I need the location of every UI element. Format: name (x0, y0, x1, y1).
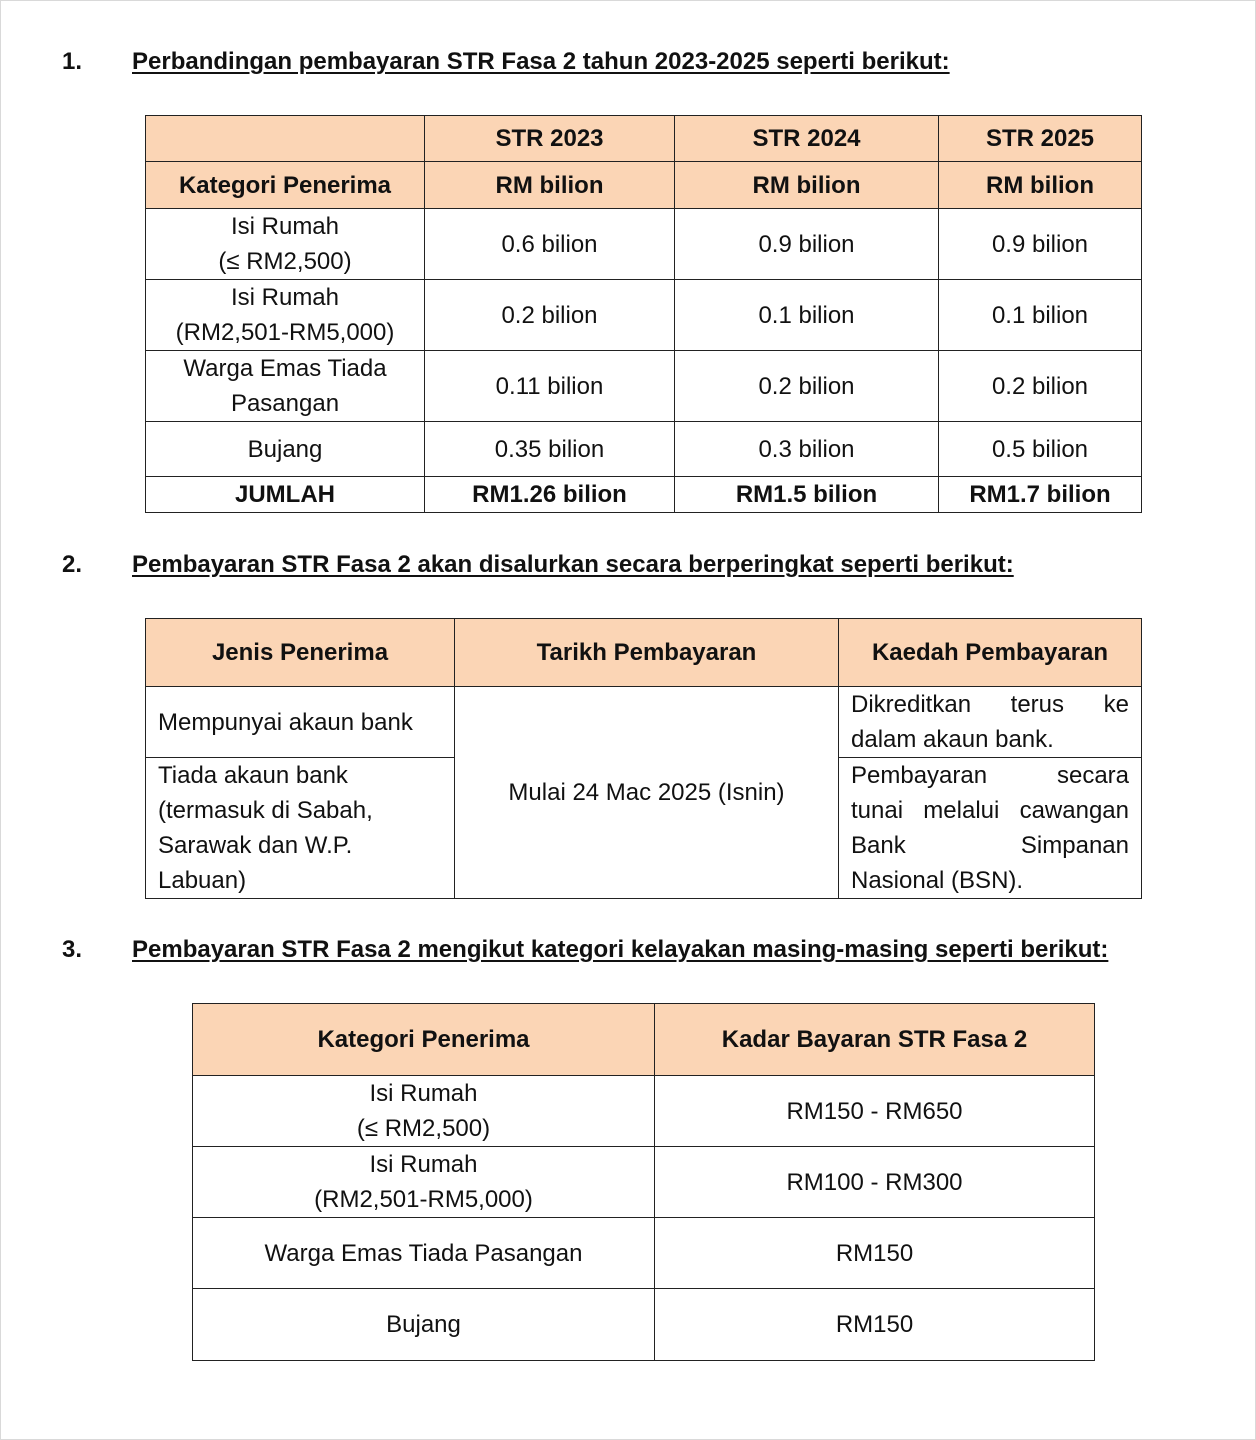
category-line: (≤ RM2,500) (218, 248, 352, 275)
category-cell: Bujang (146, 422, 425, 477)
value-cell: 0.9 bilion (675, 209, 939, 280)
value-cell: 0.2 bilion (675, 351, 939, 422)
recipient-type-header: Jenis Penerima (146, 619, 455, 687)
table-row (193, 1289, 1095, 1361)
table-row (193, 1218, 1095, 1289)
table-row (146, 687, 1142, 758)
payment-method-cell (839, 687, 1142, 758)
category-cell (193, 1147, 655, 1218)
section-2-title: Pembayaran STR Fasa 2 akan disalurkan secara berperingkat seperti berikut: (132, 551, 1014, 578)
category-cell (146, 351, 425, 422)
type-line: Sarawak dan W.P. (158, 832, 353, 859)
total-row (146, 477, 1142, 513)
category-cell: Warga Emas Tiada Pasangan (193, 1218, 655, 1289)
section-3-title: Pembayaran STR Fasa 2 mengikut kategori kelayakan masing-masing seperti berikut: (132, 936, 1109, 963)
table-row (146, 422, 1142, 477)
rate-cell: RM150 (655, 1289, 1095, 1361)
rate-header: Kadar Bayaran STR Fasa 2 (655, 1004, 1095, 1076)
table-row (146, 351, 1142, 422)
section-2-number: 2. (62, 551, 83, 578)
total-value: RM1.5 bilion (675, 477, 939, 513)
section-2-heading (62, 551, 1162, 581)
total-value: RM1.7 bilion (939, 477, 1142, 513)
str-comparison-table (145, 115, 1142, 513)
value-cell: 0.11 bilion (425, 351, 675, 422)
category-line: Isi Rumah (369, 1080, 478, 1107)
method-line: Dikreditkan terus ke (851, 691, 1129, 718)
rate-cell: RM100 - RM300 (655, 1147, 1095, 1218)
table-header-row (146, 162, 1142, 209)
value-cell: 0.3 bilion (675, 422, 939, 477)
unit-header: RM bilion (675, 162, 939, 209)
type-line: Labuan) (158, 867, 247, 894)
year-header-2024: STR 2024 (675, 116, 939, 162)
category-line: (RM2,501-RM5,000) (314, 1186, 533, 1213)
category-line: Warga Emas Tiada (183, 355, 387, 382)
payment-date-header: Tarikh Pembayaran (455, 619, 839, 687)
section-1-heading (62, 48, 1162, 78)
category-header: Kategori Penerima (193, 1004, 655, 1076)
total-value: RM1.26 bilion (425, 477, 675, 513)
table-row (146, 209, 1142, 280)
rate-cell: RM150 (655, 1218, 1095, 1289)
category-header: Kategori Penerima (146, 162, 425, 209)
category-line: Isi Rumah (230, 284, 340, 311)
section-3-number: 3. (62, 936, 83, 963)
value-cell: 0.5 bilion (939, 422, 1142, 477)
category-cell (193, 1076, 655, 1147)
value-cell: 0.9 bilion (939, 209, 1142, 280)
rate-cell: RM150 - RM650 (655, 1076, 1095, 1147)
table-row (193, 1147, 1095, 1218)
year-header-2025: STR 2025 (939, 116, 1142, 162)
payment-rate-table (192, 1003, 1095, 1361)
category-line: Isi Rumah (230, 213, 340, 240)
category-line: (≤ RM2,500) (356, 1115, 491, 1142)
method-line: Pembayaran secara (851, 762, 1129, 789)
value-cell: 0.1 bilion (939, 280, 1142, 351)
method-line: dalam akaun bank. (851, 726, 1054, 753)
table-row (193, 1076, 1095, 1147)
value-cell: 0.1 bilion (675, 280, 939, 351)
value-cell: 0.35 bilion (425, 422, 675, 477)
table-header-row (193, 1004, 1095, 1076)
value-cell: 0.2 bilion (425, 280, 675, 351)
payment-method-cell (839, 758, 1142, 899)
recipient-type-cell: Mempunyai akaun bank (146, 687, 455, 758)
category-cell: Bujang (193, 1289, 655, 1361)
category-cell (146, 209, 425, 280)
type-line: Tiada akaun bank (158, 762, 348, 789)
unit-header: RM bilion (425, 162, 675, 209)
category-line: Isi Rumah (369, 1151, 478, 1178)
category-line: (RM2,501-RM5,000) (175, 319, 395, 346)
payment-schedule-table (145, 618, 1142, 899)
table-row (146, 280, 1142, 351)
method-line: Bank Simpanan (851, 832, 1129, 859)
category-cell (146, 280, 425, 351)
unit-header: RM bilion (939, 162, 1142, 209)
section-3-heading (62, 936, 1212, 966)
year-header-2023: STR 2023 (425, 116, 675, 162)
value-cell: 0.2 bilion (939, 351, 1142, 422)
method-line: Nasional (BSN). (851, 867, 1024, 894)
payment-method-header: Kaedah Pembayaran (839, 619, 1142, 687)
table-header-row (146, 619, 1142, 687)
category-line: Pasangan (230, 390, 340, 417)
method-line: tunai melalui cawangan (851, 797, 1129, 824)
blank-header-cell (146, 116, 425, 162)
section-1-title: Perbandingan pembayaran STR Fasa 2 tahun 2023-2025 seperti berikut: (132, 48, 950, 75)
value-cell: 0.6 bilion (425, 209, 675, 280)
payment-date-cell: Mulai 24 Mac 2025 (Isnin) (455, 687, 839, 899)
recipient-type-cell (146, 758, 455, 899)
type-line: (termasuk di Sabah, (158, 797, 373, 824)
table-header-row (146, 116, 1142, 162)
section-1-number: 1. (62, 48, 83, 75)
total-label: JUMLAH (146, 477, 425, 513)
